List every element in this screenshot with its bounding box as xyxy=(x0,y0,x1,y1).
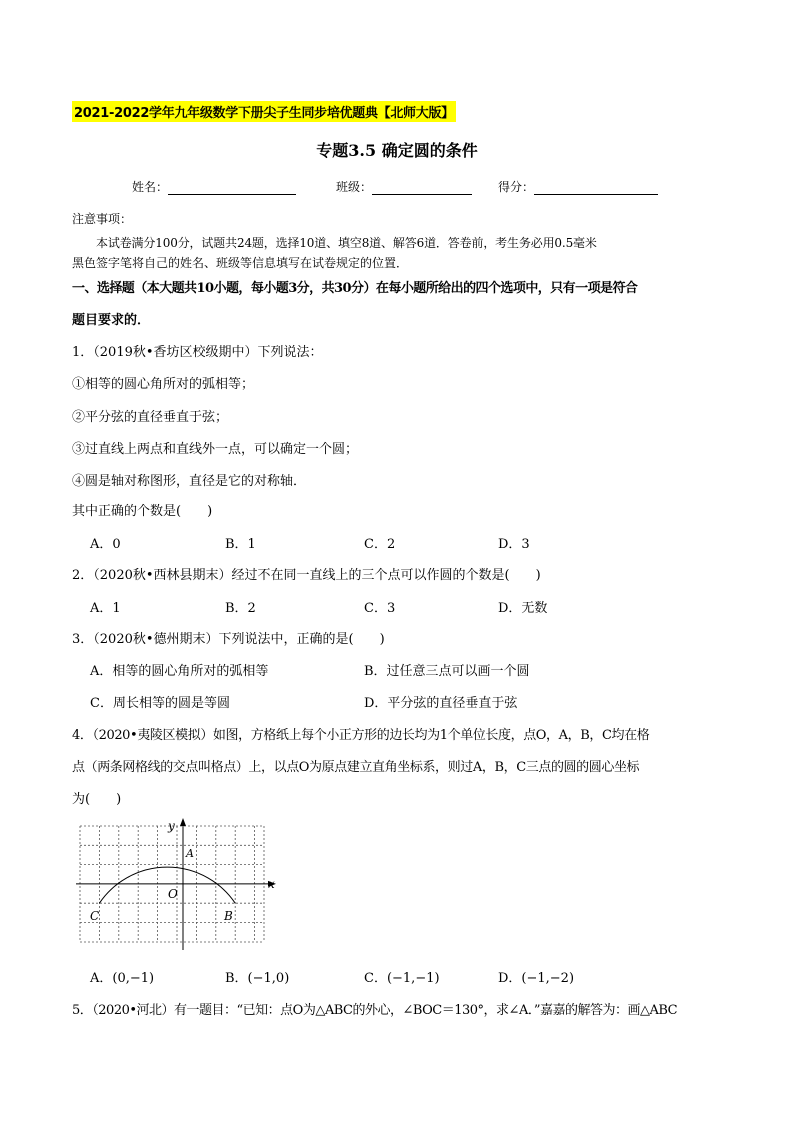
score-field[interactable] xyxy=(498,178,658,195)
q2-option-b[interactable]: B．2 xyxy=(225,601,256,616)
q1-option-c[interactable]: C．2 xyxy=(364,537,396,552)
name-field[interactable] xyxy=(132,178,296,195)
q1-option-a[interactable]: A．0 xyxy=(90,537,121,552)
q4-option-c[interactable]: C．(−1,−1) xyxy=(364,971,440,986)
q4-line-2: 点（两条网格线的交点叫格点）上，以点O为原点建立直角坐标系，则过A，B，C三点的圆的圆心坐标 xyxy=(72,760,640,775)
q1-option-d[interactable]: D．3 xyxy=(498,537,530,552)
page-title: 专题3.5 确定圆的条件 xyxy=(316,141,478,160)
q5-line-1: 5．（2020•河北）有一题目：“已知：点O为△ABC的外心，∠BOC＝130°，求∠A．”嘉嘉的解答为：画△ABC xyxy=(72,1003,678,1018)
q4-option-d[interactable]: D．(−1,−2) xyxy=(498,971,575,986)
label-c: C xyxy=(90,909,100,923)
label-o: O xyxy=(168,887,178,901)
label-a: A xyxy=(186,847,194,860)
score-label: 得分： xyxy=(498,180,535,194)
q2-stem: 2．（2020秋•西林县期末）经过不在同一直线上的三个点可以作圆的个数是( ) xyxy=(72,568,541,583)
class-label: 班级： xyxy=(336,180,373,194)
label-y: y xyxy=(168,819,175,833)
class-blank[interactable] xyxy=(372,182,472,195)
q4-option-a[interactable]: A．(0,−1) xyxy=(90,971,155,986)
q1-stem: 1．（2019秋•香坊区校级期中）下列说法： xyxy=(72,345,323,360)
q1-ask: 其中正确的个数是( ) xyxy=(72,504,213,519)
q1-item-4: ④圆是轴对称图形，直径是它的对称轴． xyxy=(72,474,307,489)
q1-option-b[interactable]: B．1 xyxy=(225,537,256,552)
q4-line-1: 4．（2020•夷陵区模拟）如图，方格纸上每个小正方形的边长均为1个单位长度，点O，A，B，C均在格 xyxy=(72,728,650,743)
section-heading-line-2: 题目要求的． xyxy=(72,313,151,328)
q2-option-a[interactable]: A．1 xyxy=(90,601,121,616)
label-b: B xyxy=(224,909,233,923)
notice-heading: 注意事项： xyxy=(72,212,133,226)
q3-option-b[interactable]: B．过任意三点可以画一个圆 xyxy=(364,664,530,679)
q3-stem: 3．（2020秋•德州期末）下列说法中，正确的是( ) xyxy=(72,632,385,647)
q4-option-b[interactable]: B．(−1,0) xyxy=(225,971,290,986)
q2-option-c[interactable]: C．3 xyxy=(364,601,396,616)
q4-line-3: 为( ) xyxy=(72,792,122,807)
series-banner: 2021-2022学年九年级数学下册尖子生同步培优题典【北师大版】 xyxy=(72,101,456,122)
section-heading-line-1: 一、选择题（本大题共10小题，每小题3分，共30分）在每小题所给出的四个选项中，只有一项是符合 xyxy=(72,281,638,296)
label-x: x xyxy=(268,877,275,891)
q4-grid-figure xyxy=(68,816,284,952)
q1-item-1: ①相等的圆心角所对的弧相等； xyxy=(72,377,255,392)
notice-line-2: 黑色签字笔将自己的姓名、班级等信息填写在试卷规定的位置． xyxy=(72,256,409,270)
name-label: 姓名： xyxy=(132,180,169,194)
notice-line-1: 本试卷满分100分，试题共24题，选择10道、填空8道、解答6道．答卷前，考生务必用0.5毫米 xyxy=(96,236,597,250)
q1-item-2: ②平分弦的直径垂直于弦； xyxy=(72,410,229,425)
class-field[interactable] xyxy=(336,178,472,195)
q2-option-d[interactable]: D．无数 xyxy=(498,601,548,616)
q3-option-d[interactable]: D．平分弦的直径垂直于弦 xyxy=(364,696,518,711)
y-axis-arrow xyxy=(180,818,186,826)
score-blank[interactable] xyxy=(534,182,658,195)
q3-option-a[interactable]: A．相等的圆心角所对的弧相等 xyxy=(90,664,269,679)
q1-item-3: ③过直线上两点和直线外一点，可以确定一个圆； xyxy=(72,442,359,457)
name-blank[interactable] xyxy=(168,182,296,195)
q3-option-c[interactable]: C．周长相等的圆是等圆 xyxy=(90,696,230,711)
